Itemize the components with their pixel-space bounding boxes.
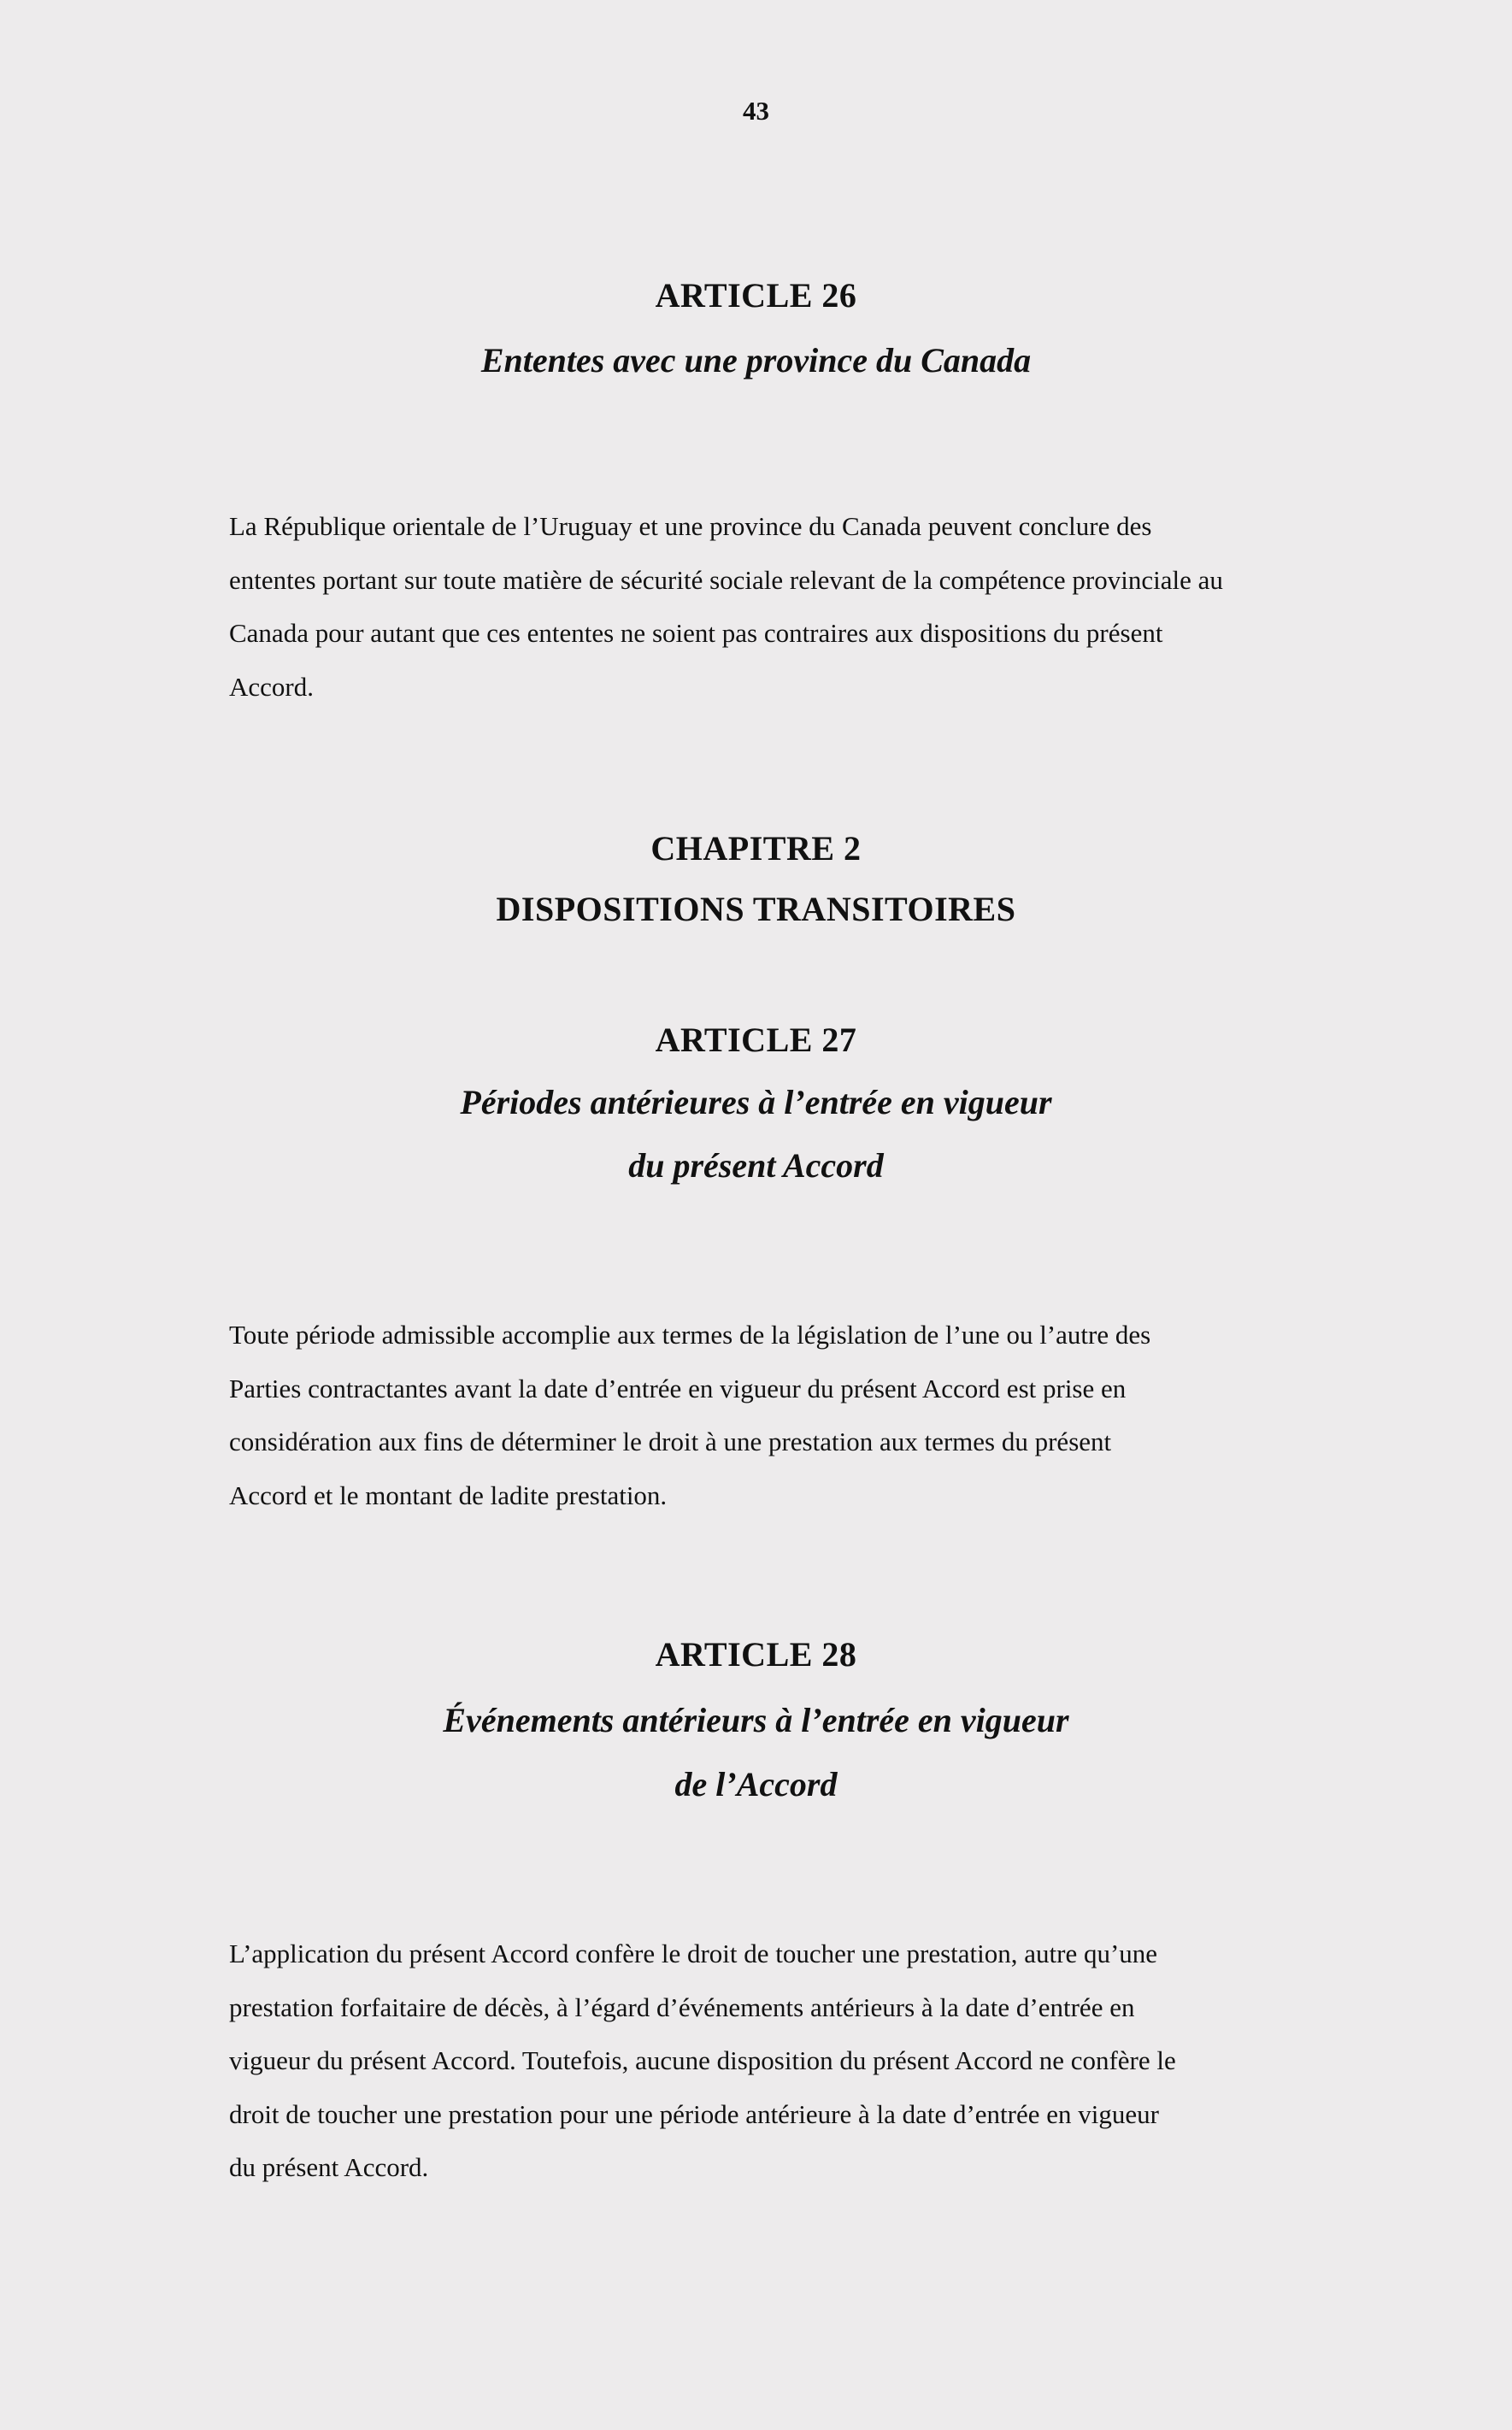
paragraph-line: Accord.	[229, 671, 314, 702]
paragraph-line: ententes portant sur toute matière de sécurité sociale relevant de la compétence provinciale au	[229, 564, 1223, 595]
chapter-2-heading: CHAPITRE 2	[650, 829, 862, 868]
paragraph-line: Canada pour autant que ces ententes ne soient pas contraires aux dispositions du présent	[229, 618, 1163, 648]
article-28-title-line-1: Événements antérieurs à l’entrée en vigueur	[443, 1701, 1069, 1739]
paragraph-line: du présent Accord.	[229, 2152, 429, 2182]
paragraph-line: considération aux fins de déterminer le droit à une prestation aux termes du présent	[229, 1427, 1112, 1456]
article-26-heading: ARTICLE 26	[655, 276, 857, 315]
article-27-title-line-2: du présent Accord	[628, 1146, 884, 1185]
article-27-title-line-1: Périodes antérieures à l’entrée en vigueur	[460, 1083, 1052, 1121]
article-28-title-line-2: de l’Accord	[674, 1765, 838, 1803]
paragraph-line: prestation forfaitaire de décès, à l’égard d’événements antérieurs à la date d’entrée en	[229, 1992, 1135, 2022]
article-28-paragraph	[229, 1927, 1297, 2195]
paragraph-line: vigueur du présent Accord. Toutefois, aucune disposition du présent Accord ne confère le	[229, 2045, 1176, 2075]
chapter-2-title: DISPOSITIONS TRANSITOIRES	[496, 890, 1016, 928]
paragraph-line: Parties contractantes avant la date d’entrée en vigueur du présent Accord est prise en	[229, 1373, 1127, 1403]
article-27-paragraph	[229, 1309, 1297, 1522]
paragraph-line: Accord et le montant de ladite prestation.	[229, 1480, 668, 1510]
paragraph-line: La République orientale de l’Uruguay et une province du Canada peuvent conclure des	[229, 511, 1152, 541]
article-27-heading: ARTICLE 27	[655, 1021, 857, 1059]
article-26-title: Ententes avec une province du Canada	[480, 341, 1032, 380]
paragraph-line: L’application du présent Accord confère le droit de toucher une prestation, autre qu’une	[229, 1939, 1158, 1968]
article-26-paragraph	[229, 500, 1297, 714]
paragraph-line: Toute période admissible accomplie aux termes de la législation de l’une ou l’autre des	[229, 1320, 1151, 1350]
article-28-heading: ARTICLE 28	[655, 1635, 857, 1674]
paragraph-line: droit de toucher une prestation pour une période antérieure à la date d’entrée en vigueur	[229, 2098, 1159, 2129]
page-number: 43	[743, 96, 769, 126]
